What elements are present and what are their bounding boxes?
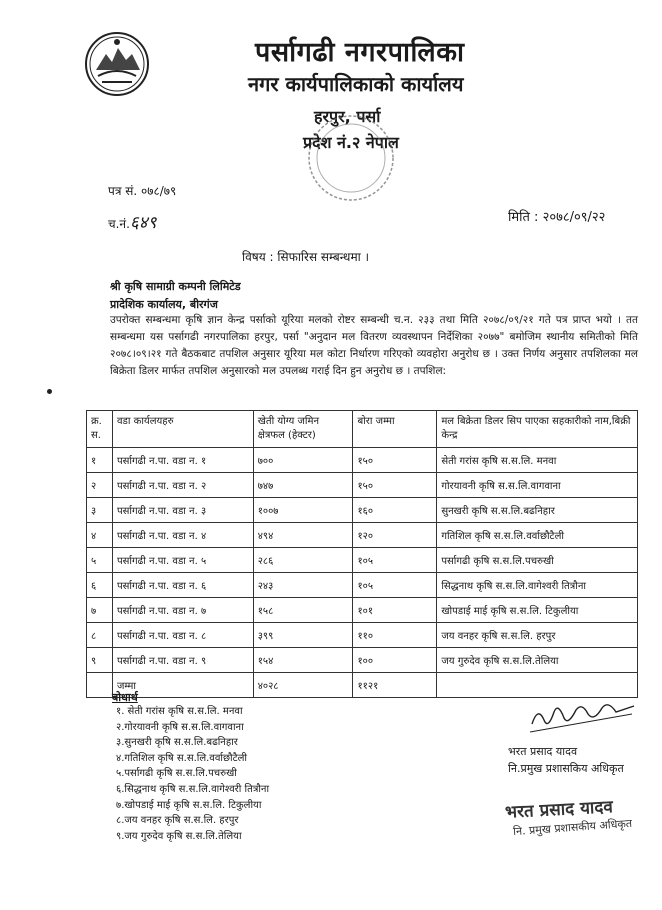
table-row: [87, 523, 638, 548]
subject-line: विषय : सिफारिस सम्बन्धमा ।: [242, 250, 370, 264]
cell-area: ३९९: [253, 623, 353, 648]
cell-sacks: ११०: [353, 623, 437, 648]
cell-dealer: सिद्धनाथ कृषि स.स.लि.वागेश्वरी तित्रौना: [437, 573, 638, 598]
total-area: ४०२८: [253, 673, 353, 698]
cell-area: ७४७: [253, 473, 353, 498]
dispatch-number: [108, 210, 156, 233]
list-item: ६.सिद्धनाथ कृषि स.स.लि.वागेश्वरी तित्रौना: [116, 783, 270, 795]
list-item: ८.जय वनहर कृषि स.स.लि. हरपुर: [116, 815, 239, 827]
cell-sn: ८: [87, 623, 113, 648]
dispatch-label: च.नं.: [108, 217, 130, 231]
cell-area: १५८: [253, 598, 353, 623]
table-row: [87, 623, 638, 648]
cell-area: २४३: [253, 573, 353, 598]
cell-area: ४९४: [253, 523, 353, 548]
table-row: [87, 598, 638, 623]
cell-sn: [87, 673, 113, 698]
cell-sn: १: [87, 448, 113, 473]
cell-ward: पर्सागढी न.पा. वडा न. ७: [112, 598, 253, 623]
recipient-office: प्रादेशिक कार्यालय, बीरगंज: [110, 298, 218, 311]
cell-area: १५४: [253, 648, 353, 673]
government-emblem-icon: [84, 30, 150, 98]
cell-sn: ४: [87, 523, 113, 548]
letter-date: मिति : २०७८/०९/२२: [508, 210, 606, 225]
list-item: ५.पर्सागढी कृषि स.स.लि.पचरुखी: [116, 768, 237, 780]
cell-ward: पर्सागढी न.पा. वडा न. ९: [112, 648, 253, 673]
cell-area: २८६: [253, 548, 353, 573]
cell-sn: ९: [87, 648, 113, 673]
margin-dot: [47, 389, 52, 394]
cell-dealer: गतिशिल कृषि स.स.लि.वर्वाछौटैली: [437, 523, 638, 548]
quota-table: [86, 410, 638, 698]
cell-dealer: जय गुरुदेव कृषि स.स.लि.तेलिया: [437, 648, 638, 673]
cell-sacks: १०५: [353, 573, 437, 598]
cell-dealer: जय वनहर कृषि स.स.लि. हरपुर: [437, 623, 638, 648]
cell-sacks: १००: [353, 648, 437, 673]
cell-sacks: १६०: [353, 498, 437, 523]
signatory-name: भरत प्रसाद यादव: [508, 745, 578, 758]
cell-sacks: १२०: [353, 523, 437, 548]
list-item: ४.गतिशिल कृषि स.स.लि.वर्वाछौटैली: [116, 752, 248, 764]
cell-sn: ६: [87, 573, 113, 598]
table-row: [87, 498, 638, 523]
list-item: ७.खोपडाई माई कृषि स.स.लि. टिकुलीया: [116, 799, 262, 811]
col-header-dealer: मल बिक्रेता डिलर सिप पाएका सहकारीको नाम,बिक्री केन्द्र: [437, 411, 638, 448]
cc-list: [116, 704, 269, 844]
letter-body: उपरोक्त सम्बन्धमा कृषि ज्ञान केन्द्र पर्साको यूरिया मलको रोष्टर सम्बन्धी च.न. २३३ तथा मिति २०७८/०९/२१ गते पत्र प्राप्त भयो । तत सम्बन्धमा यस पर्सागढी नगरपालिका हरपुर, पर्सा "अनुदान मल वितरण व्यवस्थापन निर्देशिका २०७७" बमोजिम स्थानीय समितीको मिति २०७८।०९।२१ गते बैठकबाट तपशिल अनुसार यूरिया मल कोटा निर्धारण गरिएको व्यवहोरा अनुरोध छ । उक्त निर्णय अनुसार तपशिलका मल बिक्रेता डिलर मार्फत तपशिल अनुसारको मल उपलब्ध गराई दिन हुन अनुरोध छ । तपशिल:: [110, 314, 638, 377]
col-header-sacks: बोरा जम्मा: [353, 411, 437, 448]
cell-area: १००७: [253, 498, 353, 523]
list-item: २.गोरयावनी कृषि स.स.लि.वागवाना: [116, 721, 244, 733]
cell-sacks: १५०: [353, 448, 437, 473]
cell-sacks: १०१: [353, 598, 437, 623]
cell-ward: पर्सागढी न.पा. वडा न. ४: [112, 523, 253, 548]
office-place: हरपुर, पर्सा: [314, 107, 381, 126]
col-header-area: खेती योग्य जमिन क्षेत्रफल (हेक्टर): [253, 411, 353, 448]
org-title: पर्सागढी नगरपालिका: [255, 37, 465, 68]
list-item: ९.जय गुरुदेव कृषि स.स.लि.तेलिया: [116, 830, 242, 842]
cell-ward: पर्सागढी न.पा. वडा न. २: [112, 473, 253, 498]
cell-dealer: खोपडाई माई कृषि स.स.लि. टिकुलीया: [437, 598, 638, 623]
col-header-sn: क्र. स.: [87, 411, 113, 448]
total-sacks: ११२१: [353, 673, 437, 698]
dispatch-value: ६४९: [129, 213, 157, 233]
handwritten-signature: [528, 696, 638, 736]
table-header-row: [87, 411, 638, 448]
office-title: नगर कार्यपालिकाको कार्यालय: [248, 72, 464, 96]
letter-number: पत्र सं. ०७८/७९: [108, 184, 177, 198]
col-header-ward: वडा कार्यलयहरु: [112, 411, 253, 448]
table-row: [87, 573, 638, 598]
cell-ward: पर्सागढी न.पा. वडा न. ५: [112, 548, 253, 573]
table-total-row: [87, 673, 638, 698]
cell-sn: २: [87, 473, 113, 498]
office-province: प्रदेश नं.२ नेपाल: [303, 133, 399, 152]
office-stamp-seal: [305, 112, 397, 204]
cell-dealer: सेती गरांस कृषि स.स.लि. मनवा: [437, 448, 638, 473]
table-row: [87, 648, 638, 673]
table-row: [87, 448, 638, 473]
total-label: जम्मा: [112, 673, 253, 698]
title-stamp: नि. प्रमुख प्रशासकीय अधिकृत: [512, 816, 633, 839]
cell-ward: पर्सागढी न.पा. वडा न. ३: [112, 498, 253, 523]
cell-dealer: [437, 673, 638, 698]
name-stamp: भरत प्रसाद यादव: [504, 797, 614, 823]
cell-sn: ७: [87, 598, 113, 623]
cell-ward: पर्सागढी न.पा. वडा न. ६: [112, 573, 253, 598]
cell-dealer: पर्सागढी कृषि स.स.लि.पचरुखी: [437, 548, 638, 573]
table-row: [87, 548, 638, 573]
cell-sn: ३: [87, 498, 113, 523]
cell-sn: ५: [87, 548, 113, 573]
recipient-name: श्री कृषि सामाग्री कम्पनी लिमिटेड: [110, 280, 241, 293]
cell-sacks: १०५: [353, 548, 437, 573]
list-item: १. सेती गरांस कृषि स.स.लि. मनवा: [116, 706, 243, 717]
signatory-title: नि.प्रमुख प्रशासकिय अधिकृत: [508, 762, 624, 775]
cc-heading: बोधार्थ: [112, 691, 138, 704]
cell-ward: पर्सागढी न.पा. वडा न. १: [112, 448, 253, 473]
list-item: ३.सुनखरी कृषि स.स.लि.बढनिहार: [116, 737, 238, 749]
cell-ward: पर्सागढी न.पा. वडा न. ८: [112, 623, 253, 648]
cell-sacks: १५०: [353, 473, 437, 498]
table-row: [87, 473, 638, 498]
cell-dealer: सुनखरी कृषि स.स.लि.बढनिहार: [437, 498, 638, 523]
cell-dealer: गोरयावनी कृषि स.स.लि.वागवाना: [437, 473, 638, 498]
cell-area: ७००: [253, 448, 353, 473]
